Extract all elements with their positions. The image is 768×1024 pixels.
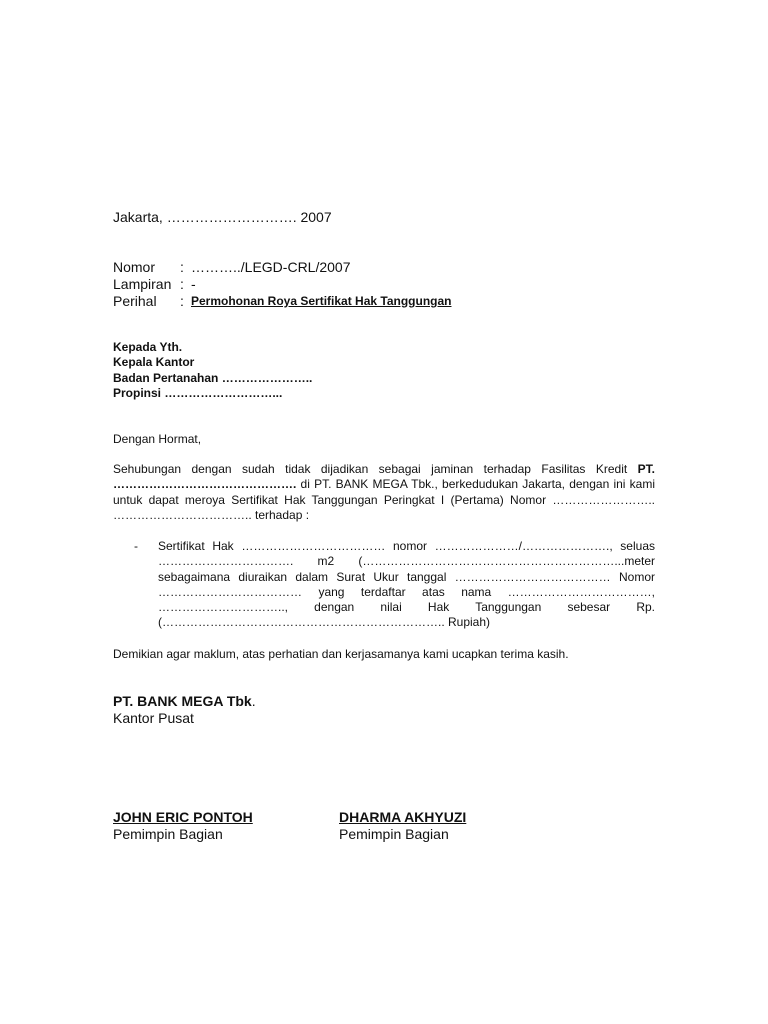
signatory-2-title: Pemimpin Bagian <box>339 826 449 842</box>
body-text: Sehubungan dengan sudah tidak dijadikan sebagai jaminan terhadap Fasilitas Kredit <box>113 462 628 476</box>
perihal-colon: : <box>180 293 184 309</box>
recipient-line-4: Propinsi ………………………... <box>113 386 283 400</box>
nomor-colon: : <box>180 259 184 275</box>
recipient-line-2: Kepala Kantor <box>113 355 195 369</box>
nomor-value: ………../LEGD-CRL/2007 <box>191 259 351 275</box>
perihal-subject: Permohonan Roya Sertifikat Hak Tanggungan <box>191 294 452 308</box>
bullet-item <box>158 539 655 631</box>
body-paragraph-line: untuk dapat meroya Sertifikat Hak Tanggungan Peringkat I (Pertama) Nomor …………………….. <box>113 492 655 507</box>
sender-office: Kantor Pusat <box>113 710 194 726</box>
perihal-label: Perihal <box>113 293 157 309</box>
body-paragraph-line: …………………………….. terhadap : <box>113 507 310 522</box>
bullet-dash: - <box>134 539 138 553</box>
bullet-line: ……………………………. m2 (………………………………………………………...meter <box>158 554 655 569</box>
sender-company-period: . <box>251 693 256 709</box>
lampiran-value: - <box>191 276 196 292</box>
signatory-1-name: JOHN ERIC PONTOH <box>113 809 253 825</box>
bullet-line: Sertifikat Hak ……………………………… nomor …………………/…………………., seluas <box>158 539 655 553</box>
signatory-2-name: DHARMA AKHYUZI <box>339 809 467 825</box>
body-text-bold: PT. <box>637 462 655 476</box>
sender-company-name: PT. BANK MEGA Tbk <box>113 693 252 709</box>
body-paragraph-line <box>113 477 655 492</box>
place-date: Jakarta, ………………………. 2007 <box>113 209 332 225</box>
recipient-line-1: Kepada Yth. <box>113 340 183 354</box>
body-text-bold: ………………………………………. <box>113 477 297 492</box>
body-text: di PT. BANK MEGA Tbk., berkedudukan Jakarta, dengan ini kami <box>300 477 655 492</box>
bullet-line: sebagaimana diuraikan dalam Surat Ukur tanggal ………………………………… Nomor <box>158 569 655 584</box>
bullet-line: ………………………….., dengan nilai Hak Tanggungan sebesar Rp. <box>158 600 655 615</box>
recipient-line-3: Badan Pertanahan ………………….. <box>113 371 313 385</box>
bullet-line: ……………………………… yang terdaftar atas nama ………………………………, <box>158 584 655 599</box>
salutation: Dengan Hormat, <box>113 432 202 446</box>
bullet-line: (…………………………………………………………….. Rupiah) <box>158 615 491 630</box>
sender-company <box>113 693 256 710</box>
body-paragraph <box>113 462 655 523</box>
nomor-label: Nomor <box>113 259 156 275</box>
closing-sentence: Demikian agar maklum, atas perhatian dan kerjasamanya kami ucapkan terima kasih. <box>113 647 569 661</box>
lampiran-colon: : <box>180 276 184 292</box>
signatory-1-title: Pemimpin Bagian <box>113 826 223 842</box>
body-paragraph-line <box>113 462 655 477</box>
lampiran-label: Lampiran <box>113 276 172 292</box>
